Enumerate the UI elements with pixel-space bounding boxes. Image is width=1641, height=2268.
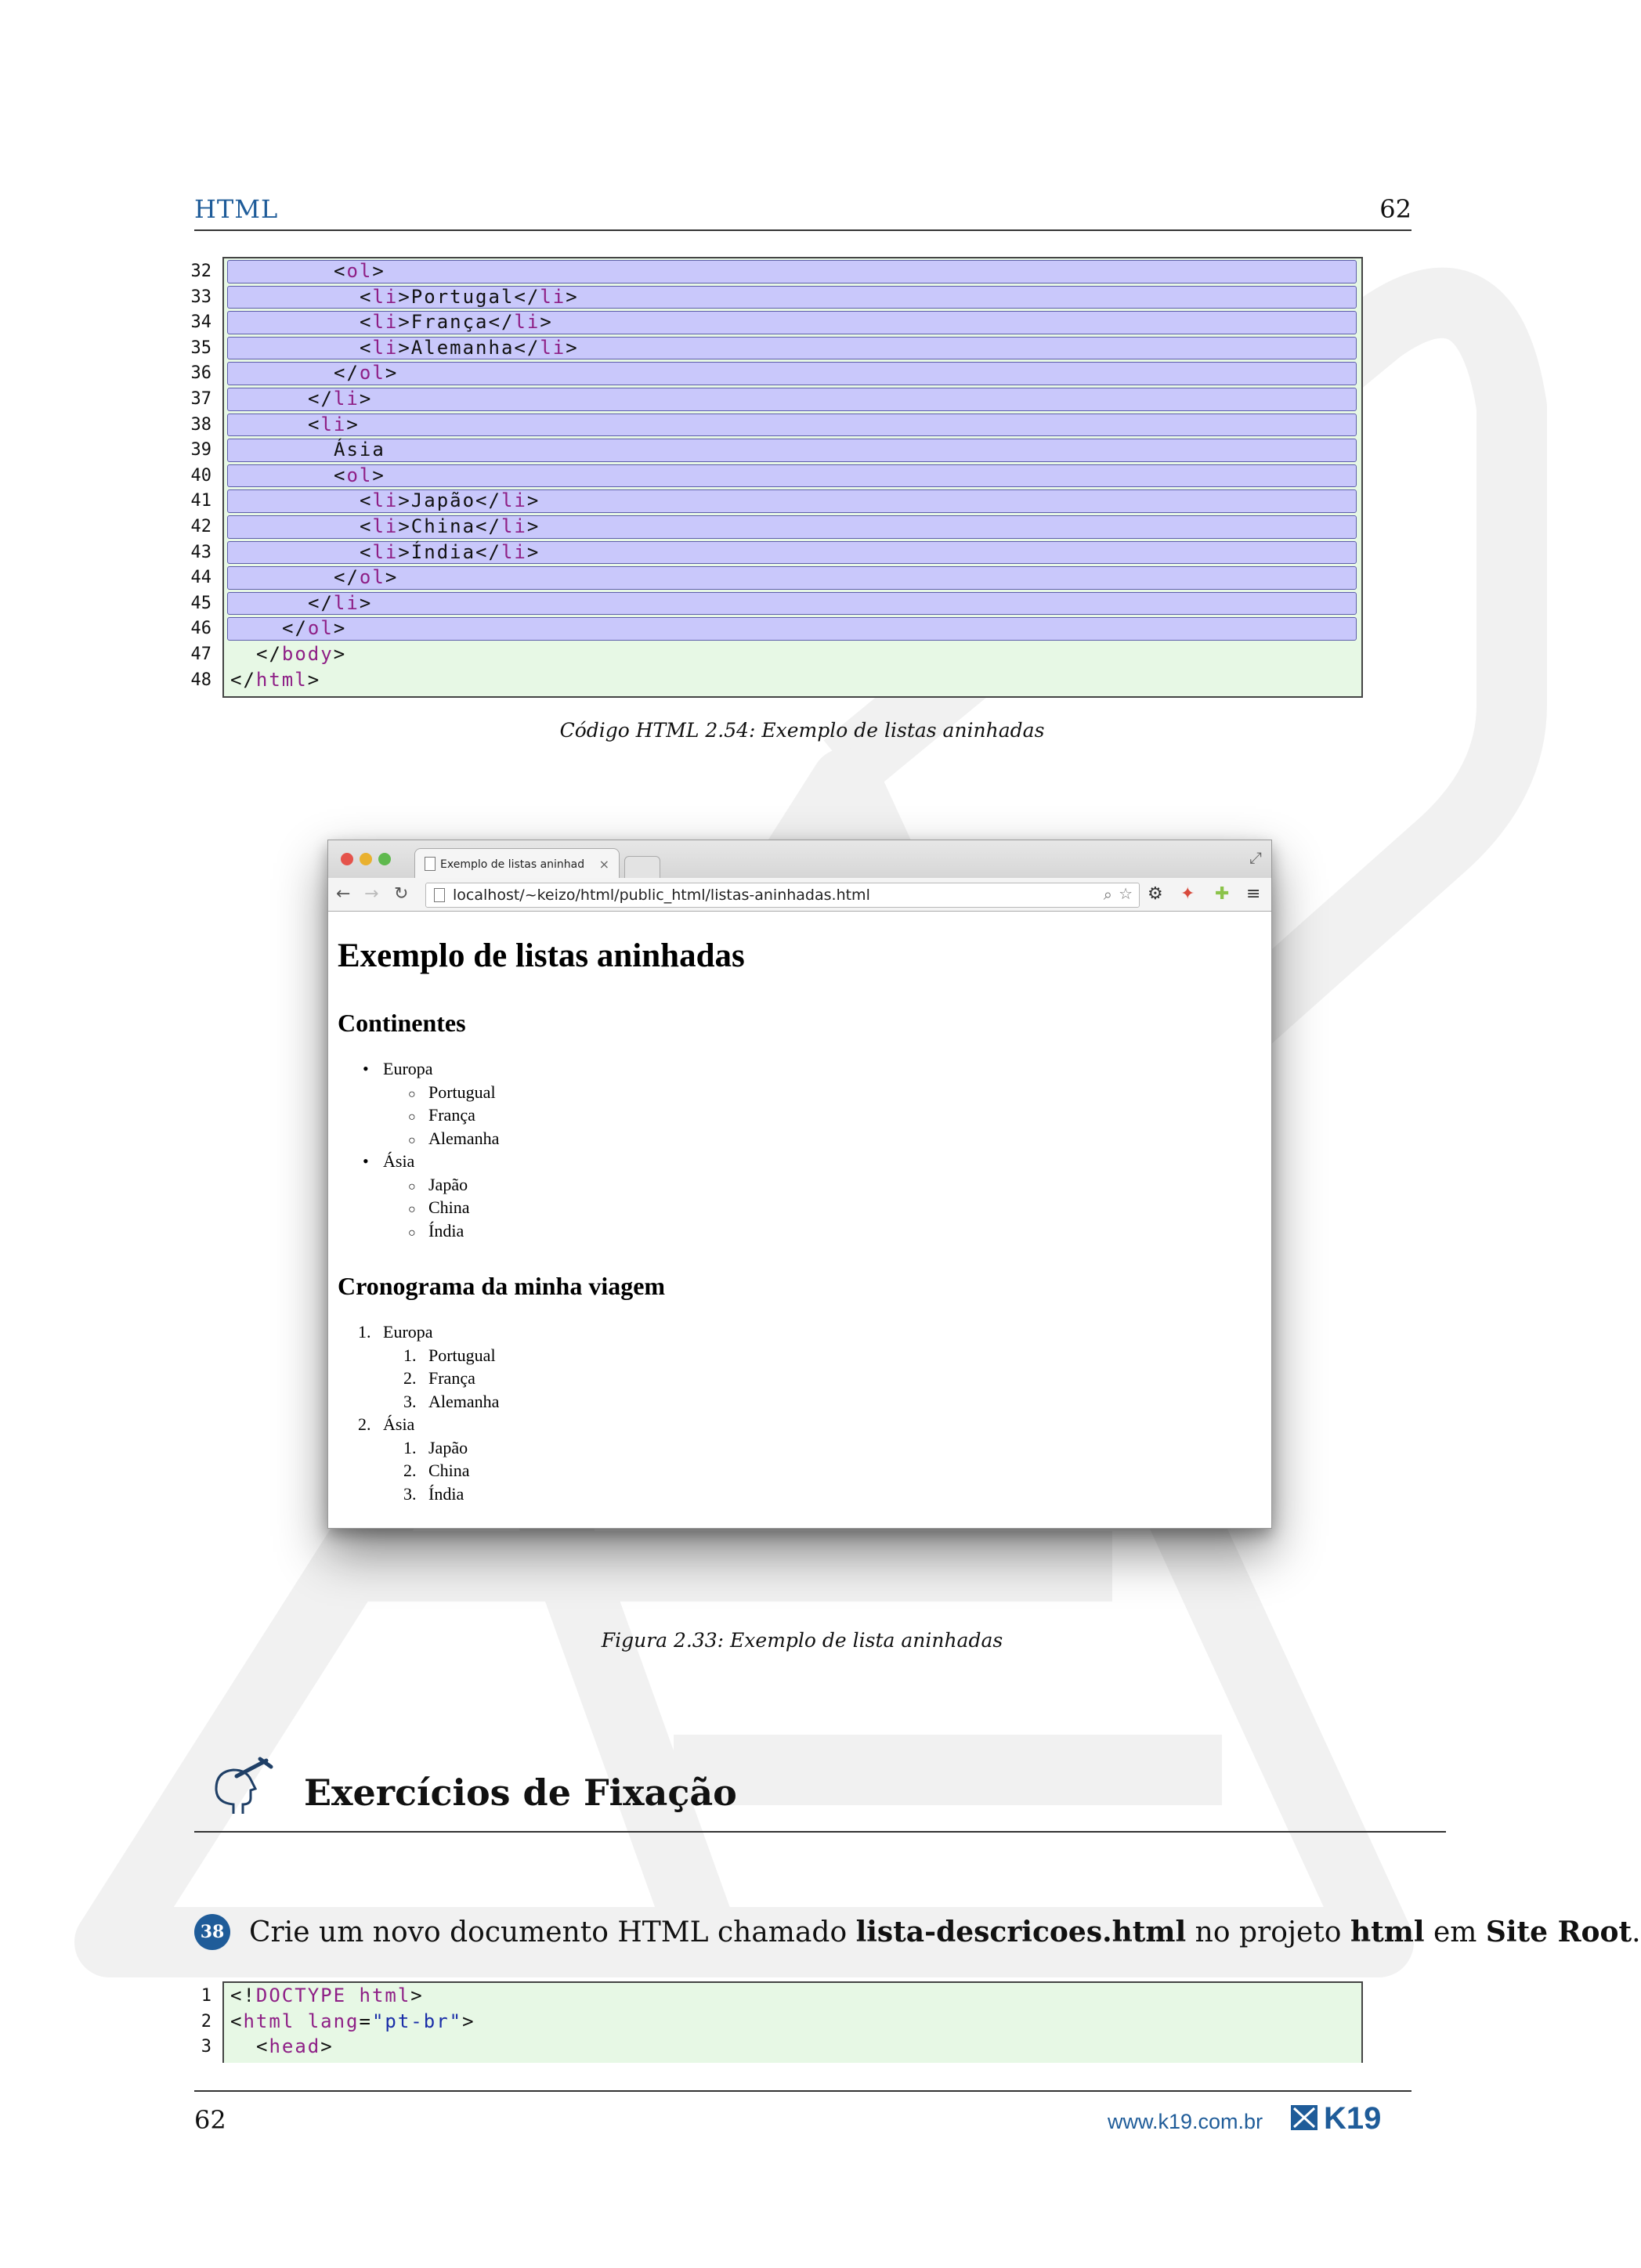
close-tab-icon[interactable]: ×	[598, 857, 609, 872]
list-item	[408, 1105, 475, 1125]
line-number: 45	[190, 593, 211, 613]
running-header-title: HTML	[194, 194, 279, 224]
list-marker: 3.	[403, 1483, 417, 1504]
code-token: </	[282, 617, 308, 640]
code-line	[360, 311, 553, 333]
highlighted-line	[227, 592, 1357, 616]
code-token: ol	[359, 362, 385, 385]
list-marker: •	[363, 1151, 369, 1171]
code-token: <	[256, 2035, 269, 2058]
list-item	[358, 1322, 433, 1342]
emphasis-text: html	[1350, 1916, 1425, 1948]
code-token: ol	[346, 464, 373, 486]
code-line	[282, 617, 346, 639]
code-line	[360, 489, 540, 511]
emphasis-text: Site Root	[1485, 1916, 1632, 1948]
code-line	[334, 362, 398, 384]
code-line	[360, 515, 540, 537]
header-rule	[194, 229, 1411, 231]
code-token: <	[360, 515, 373, 537]
address-bar[interactable]	[425, 883, 1140, 908]
list-marker: 2.	[403, 1368, 417, 1388]
code-token: <	[360, 489, 373, 512]
list-item-label: Alemanha	[428, 1128, 500, 1148]
list-item	[403, 1461, 470, 1481]
page-heading: Exemplo de listas aninhadas	[338, 937, 745, 974]
figure-caption: Figura 2.33: Exemplo de lista aninhadas	[601, 1629, 1003, 1652]
list-item-label: China	[428, 1197, 470, 1217]
list-item-label: Portugual	[428, 1082, 496, 1102]
emphasis-text: lista-descricoes.html	[855, 1916, 1187, 1948]
code-token: >	[462, 2010, 475, 2032]
code-token: li	[320, 413, 347, 435]
running-header-page-number: 62	[1379, 194, 1411, 224]
exercise-instruction	[249, 1916, 1641, 1948]
instruction-text: no projeto	[1186, 1916, 1350, 1948]
highlighted-line	[227, 260, 1357, 284]
list-item-label: Japão	[428, 1174, 468, 1194]
line-number: 3	[201, 2037, 211, 2057]
list-marker: ○	[408, 1133, 416, 1147]
browser-toolbar	[328, 878, 1271, 912]
code-token: >	[566, 285, 579, 308]
code-line	[256, 2035, 334, 2057]
list-item	[358, 1414, 414, 1435]
code-token: >Japão</	[398, 489, 501, 512]
code-token: li	[372, 515, 399, 537]
heading-cronograma: Cronograma da minha viagem	[338, 1272, 666, 1300]
settings-gear-icon[interactable]: ⚙	[1148, 884, 1163, 904]
list-item-label: França	[428, 1105, 475, 1125]
instruction-text: .	[1632, 1916, 1641, 1948]
code-line	[334, 566, 398, 588]
address-bar-url: localhost/~keizo/html/public_html/listas-aninhadas.html	[453, 887, 870, 904]
instruction-text: em	[1424, 1916, 1486, 1948]
code-token: >	[540, 311, 553, 334]
code-token: </	[308, 388, 334, 410]
list-item-label: França	[428, 1368, 475, 1388]
code-token: </	[230, 668, 256, 691]
android-extension-icon[interactable]: ✚	[1215, 884, 1230, 904]
page-icon	[425, 857, 436, 871]
code-caption: Código HTML 2.54: Exemplo de listas aninhadas	[559, 719, 1045, 742]
code-token: "pt-br"	[371, 2010, 463, 2032]
footer-rule	[194, 2090, 1411, 2092]
code-token: <!	[230, 1984, 256, 2006]
code-token: >	[385, 566, 399, 589]
list-item	[403, 1392, 499, 1412]
line-number: 36	[190, 363, 211, 384]
code-token: ol	[307, 617, 334, 640]
code-token: body	[281, 643, 334, 665]
highlighted-line	[227, 464, 1357, 488]
code-token: >Portugal</	[398, 285, 540, 308]
line-number: 43	[190, 542, 211, 562]
code-token: li	[501, 489, 527, 512]
line-number: 2	[201, 2011, 211, 2031]
forward-arrow-icon[interactable]: →	[364, 884, 379, 904]
code-token: =	[359, 2010, 372, 2032]
code-token: li	[540, 285, 566, 308]
heading-continentes: Continentes	[338, 1009, 466, 1037]
list-item	[363, 1151, 414, 1172]
line-number: 47	[190, 645, 211, 664]
instruction-text: Crie um novo documento HTML chamado	[249, 1916, 856, 1948]
list-marker: 2.	[358, 1414, 371, 1434]
browser-page-content	[328, 912, 1271, 1527]
line-number: 1	[201, 1986, 211, 2006]
list-item-label: Índia	[428, 1220, 464, 1241]
extension-colorful-icon[interactable]: ✦	[1180, 884, 1195, 904]
list-item	[408, 1129, 499, 1149]
code-token: <	[360, 285, 373, 308]
code-token: <	[360, 311, 373, 334]
line-number: 34	[190, 312, 211, 333]
line-number: 35	[190, 338, 211, 358]
list-marker: ○	[408, 1111, 416, 1124]
code-token: ol	[346, 260, 373, 282]
close-window-icon[interactable]	[341, 853, 353, 865]
code-token: html lang	[243, 2010, 360, 2032]
highlighted-line	[227, 388, 1357, 411]
list-marker: ○	[408, 1179, 416, 1194]
code-line	[308, 592, 372, 614]
code-token: >Alemanha</	[398, 336, 540, 359]
code-token: >	[333, 617, 347, 640]
minimize-window-icon[interactable]	[360, 853, 372, 865]
code-token: DOCTYPE html	[255, 1984, 411, 2006]
code-token: >	[320, 2035, 334, 2058]
line-number: 39	[190, 440, 211, 460]
code-token: <	[360, 540, 373, 563]
browser-tab[interactable]	[414, 848, 620, 879]
tab-title: Exemplo de listas aninhad	[440, 858, 585, 871]
code-token: >	[566, 336, 579, 359]
line-number: 38	[190, 414, 211, 435]
code-token: </	[256, 643, 282, 665]
code-token: >	[346, 413, 360, 435]
code-line	[230, 1984, 424, 2006]
code-token: li	[333, 591, 360, 614]
back-arrow-icon[interactable]: ←	[336, 884, 351, 904]
list-marker: 1.	[358, 1322, 371, 1342]
list-item-label: Ásia	[383, 1151, 415, 1171]
list-item	[408, 1197, 470, 1218]
list-item	[408, 1175, 468, 1195]
code-token: li	[372, 311, 399, 334]
list-item-label: Europa	[383, 1322, 433, 1342]
highlighted-line	[227, 414, 1357, 437]
code-token: li	[501, 540, 527, 563]
list-marker: •	[363, 1059, 369, 1078]
code-token: </	[308, 591, 334, 614]
code-token: li	[372, 285, 399, 308]
code-token: >	[307, 668, 321, 691]
code-token: >	[526, 489, 540, 512]
code-token: <	[230, 2010, 244, 2032]
code-line	[230, 669, 320, 691]
code-token: li	[372, 336, 399, 359]
list-item	[363, 1059, 433, 1079]
list-item-label: Alemanha	[428, 1391, 500, 1411]
bookmark-star-icon[interactable]: ☆	[1119, 884, 1133, 903]
code-token: li	[372, 540, 399, 563]
browser-tab-bar	[328, 840, 1271, 878]
code-line	[334, 439, 385, 460]
code-token: <	[334, 464, 347, 486]
code-token: head	[269, 2035, 321, 2058]
code-token: >França</	[398, 311, 515, 334]
code-token: >	[526, 540, 540, 563]
code-token: >	[385, 362, 399, 385]
code-line	[308, 388, 372, 410]
code-token: >	[359, 388, 373, 410]
code-line	[334, 260, 385, 282]
code-token: li	[333, 388, 360, 410]
maximize-window-icon[interactable]	[378, 853, 391, 865]
code-token: >	[526, 515, 540, 537]
list-item	[403, 1345, 496, 1366]
footer-page-number: 62	[194, 2105, 226, 2135]
exercise-number-badge: 38	[194, 1914, 230, 1950]
code-token: </	[334, 362, 360, 385]
footer-url-link[interactable]: www.k19.com.br	[1108, 2110, 1263, 2133]
code-token: li	[540, 336, 566, 359]
code-line	[360, 541, 540, 563]
list-item-label: Japão	[428, 1437, 468, 1457]
code-line	[360, 286, 579, 308]
line-number: 40	[190, 465, 211, 486]
list-item	[408, 1221, 464, 1241]
code-token: >	[333, 643, 347, 665]
logo-text: K19	[1324, 2101, 1382, 2136]
code-token: <	[360, 336, 373, 359]
list-item	[403, 1484, 464, 1504]
code-line	[308, 414, 360, 435]
line-number: 41	[190, 491, 211, 511]
code-line	[256, 643, 346, 665]
code-line	[230, 2010, 475, 2032]
zoom-icon[interactable]: ⌕	[1103, 885, 1112, 904]
code-token: >China</	[398, 515, 501, 537]
new-tab-button[interactable]	[624, 856, 660, 879]
code-token: html	[255, 668, 308, 691]
fullscreen-icon[interactable]: ⤢	[1249, 848, 1262, 867]
page-icon	[434, 888, 445, 902]
list-item	[403, 1438, 468, 1458]
list-item	[403, 1368, 475, 1389]
code-token: <	[308, 413, 321, 435]
code-token: >	[359, 591, 373, 614]
section-title: Exercícios de Fixação	[304, 1771, 737, 1814]
list-marker: 2.	[403, 1461, 417, 1480]
code-token: li	[501, 515, 527, 537]
list-marker: 3.	[403, 1391, 417, 1411]
code-token: <	[334, 260, 347, 282]
code-token: Ásia	[334, 439, 385, 461]
list-marker: ○	[408, 1226, 416, 1240]
list-marker: 1.	[403, 1437, 417, 1457]
menu-icon[interactable]: ≡	[1246, 884, 1261, 904]
highlighted-line	[227, 439, 1357, 462]
line-number: 48	[190, 670, 211, 690]
list-marker: ○	[408, 1087, 416, 1101]
head-thinking-icon	[205, 1757, 277, 1817]
code-line	[334, 464, 385, 486]
reload-icon[interactable]: ↻	[394, 884, 409, 904]
code-token: li	[514, 311, 540, 334]
line-number: 44	[190, 568, 211, 588]
code-token: </	[334, 566, 360, 589]
list-item-label: Portugual	[428, 1345, 496, 1365]
line-number: 42	[190, 517, 211, 536]
code-token: >	[372, 260, 385, 282]
list-item	[408, 1082, 496, 1103]
code-token: ol	[359, 566, 385, 589]
code-token: >	[410, 1984, 424, 2006]
list-item-label: Índia	[428, 1483, 464, 1504]
highlighted-line	[227, 617, 1357, 641]
line-number: 46	[190, 619, 211, 639]
list-item-label: Ásia	[383, 1414, 415, 1434]
line-number: 33	[190, 287, 211, 307]
code-line	[360, 337, 579, 359]
list-marker: ○	[408, 1203, 416, 1216]
browser-window-screenshot	[327, 840, 1272, 1529]
line-number: 37	[190, 389, 211, 409]
list-item-label: China	[428, 1461, 470, 1480]
section-rule	[194, 1831, 1446, 1833]
code-token: >	[372, 464, 385, 486]
list-marker: 1.	[403, 1345, 417, 1365]
code-token: >Índia</	[398, 540, 501, 563]
code-token: li	[372, 489, 399, 512]
line-number: 32	[190, 262, 211, 281]
list-item-label: Europa	[383, 1059, 433, 1078]
k19-logo	[1289, 2101, 1415, 2136]
